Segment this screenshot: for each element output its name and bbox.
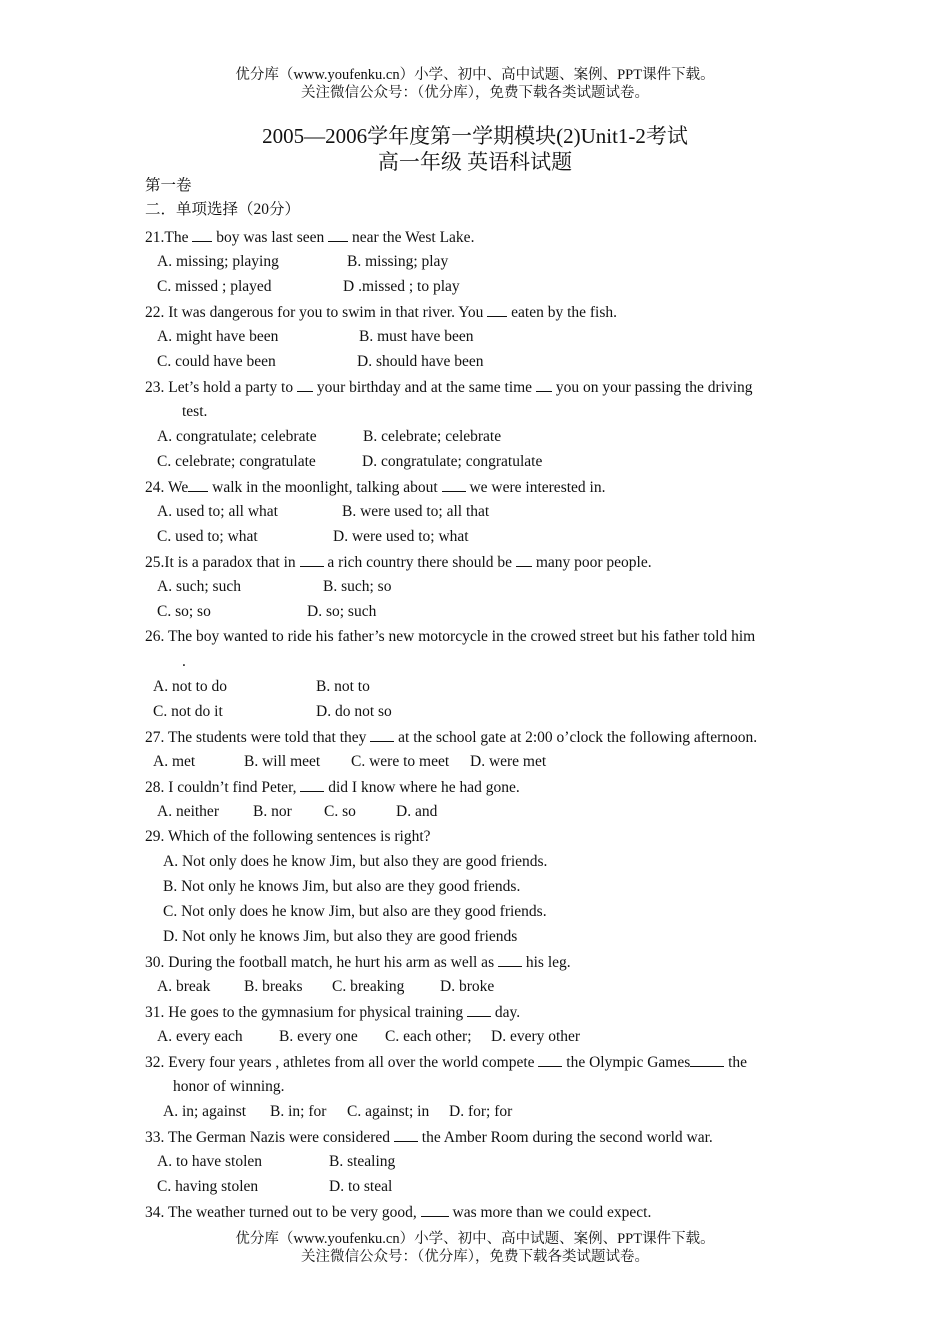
- question-27-option-d: D. were met: [470, 753, 547, 770]
- question-28-option-b: B. nor: [253, 803, 292, 820]
- question-32-option-d: D. for; for: [449, 1103, 513, 1120]
- question-22-option-b: B. must have been: [359, 328, 474, 345]
- question-23: 23. Let’s hold a party to your birthday and at the same time you on your passing the driving: [145, 379, 753, 396]
- question-23-option-d: D. congratulate; congratulate: [362, 453, 543, 470]
- question-25-option-d: D. so; such: [307, 603, 377, 620]
- question-23-option-b: B. celebrate; celebrate: [363, 428, 502, 445]
- question-33-option-a: A. to have stolen: [157, 1153, 263, 1170]
- question-30-option-a: A. break: [157, 978, 211, 995]
- question-32-option-a: A. in; against: [163, 1103, 247, 1120]
- question-23-option-a: A. congratulate; celebrate: [157, 428, 317, 445]
- question-22-option-a: A. might have been: [157, 328, 279, 345]
- question-26-option-b: B. not to: [316, 678, 370, 695]
- question-31: 31. He goes to the gymnasium for physical training day.: [145, 1004, 521, 1021]
- question-21-option-c: C. missed ; played: [157, 278, 272, 295]
- question-21-option-b: B. missing; play: [347, 253, 449, 270]
- page-header-line-2: 关注微信公众号：（优分库），免费下载各类试题试卷。: [301, 85, 649, 101]
- question-27-option-c: C. were to meet: [351, 753, 450, 770]
- question-28: 28. I couldn’t find Peter, did I know where he had gone.: [145, 779, 520, 796]
- question-22-option-c: C. could have been: [157, 353, 276, 370]
- question-29-option-a: A. Not only does he know Jim, but also they are good friends.: [163, 853, 548, 870]
- question-25-option-b: B. such; so: [323, 578, 392, 595]
- question-26-option-a: A. not to do: [153, 678, 228, 695]
- question-30-option-c: C. breaking: [332, 978, 405, 995]
- question-30: 30. During the football match, he hurt his arm as well as his leg.: [145, 954, 571, 971]
- question-32-option-b: B. in; for: [270, 1103, 327, 1120]
- question-26-continuation: .: [182, 653, 186, 670]
- question-25-option-a: A. such; such: [157, 578, 241, 595]
- question-31-option-c: C. each other;: [385, 1028, 472, 1045]
- question-33-option-c: C. having stolen: [157, 1178, 259, 1195]
- exam-subtitle: 高一年级 英语科试题: [377, 150, 573, 174]
- page-header-line-1: 优分库（www.youfenku.cn）小学、初中、高中试题、案例、PPT课件下载。: [235, 67, 715, 83]
- question-34: 34. The weather turned out to be very good, was more than we could expect.: [145, 1204, 652, 1221]
- question-32: 32. Every four years , athletes from all over the world compete the Olympic Games the: [145, 1054, 748, 1071]
- section-label: 二．单项选择（20分）: [145, 201, 301, 218]
- question-22-option-d: D. should have been: [357, 353, 484, 370]
- question-24-option-d: D. were used to; what: [333, 528, 469, 545]
- question-29-option-d: D. Not only he knows Jim, but also they are good friends: [163, 928, 518, 945]
- question-29-option-b: B. Not only he knows Jim, but also are they good friends.: [163, 878, 521, 895]
- exam-title: 2005—2006学年度第一学期模块(2)Unit1-2考试: [262, 124, 688, 148]
- question-30-option-b: B. breaks: [244, 978, 303, 995]
- question-23-continuation: test.: [182, 403, 208, 420]
- question-31-option-b: B. every one: [279, 1028, 358, 1045]
- question-21: 21.The boy was last seen near the West Lake.: [145, 229, 475, 246]
- question-28-option-a: A. neither: [157, 803, 219, 820]
- question-31-option-d: D. every other: [491, 1028, 581, 1045]
- question-27-option-a: A. met: [153, 753, 196, 770]
- question-27: 27. The students were told that they at the school gate at 2:00 o’clock the following afternoon.: [145, 729, 758, 746]
- question-32-option-c: C. against; in: [347, 1103, 430, 1120]
- question-30-option-d: D. broke: [440, 978, 495, 995]
- question-21-option-a: A. missing; playing: [157, 253, 279, 270]
- question-24-option-a: A. used to; all what: [157, 503, 278, 520]
- question-21-option-d: D .missed ; to play: [343, 278, 460, 295]
- question-27-option-b: B. will meet: [244, 753, 321, 770]
- question-24: 24. We walk in the moonlight, talking about we were interested in.: [145, 479, 606, 496]
- question-33: 33. The German Nazis were considered the Amber Room during the second world war.: [145, 1129, 713, 1146]
- question-25-option-c: C. so; so: [157, 603, 211, 620]
- question-33-option-b: B. stealing: [329, 1153, 396, 1170]
- question-26: 26. The boy wanted to ride his father’s new motorcycle in the crowed street but his father told him: [145, 628, 756, 645]
- page-footer-line-1: 优分库（www.youfenku.cn）小学、初中、高中试题、案例、PPT课件下载。: [235, 1231, 715, 1247]
- question-23-option-c: C. celebrate; congratulate: [157, 453, 316, 470]
- question-28-option-c: C. so: [324, 803, 356, 820]
- page-footer-line-2: 关注微信公众号：（优分库），免费下载各类试题试卷。: [301, 1249, 649, 1265]
- question-22: 22. It was dangerous for you to swim in that river. You eaten by the fish.: [145, 304, 618, 321]
- question-32-continuation: honor of winning.: [173, 1078, 285, 1095]
- question-26-option-c: C. not do it: [153, 703, 223, 720]
- question-29: 29. Which of the following sentences is right?: [145, 828, 431, 845]
- question-31-option-a: A. every each: [157, 1028, 243, 1045]
- question-24-option-c: C. used to; what: [157, 528, 258, 545]
- question-26-option-d: D. do not so: [316, 703, 392, 720]
- question-29-option-c: C. Not only does he know Jim, but also are they good friends.: [163, 903, 547, 920]
- volume-label: 第一卷: [145, 177, 192, 194]
- question-24-option-b: B. were used to; all that: [342, 503, 490, 520]
- question-25: 25.It is a paradox that in a rich country there should be many poor people.: [145, 554, 652, 571]
- question-33-option-d: D. to steal: [329, 1178, 393, 1195]
- question-28-option-d: D. and: [396, 803, 438, 820]
